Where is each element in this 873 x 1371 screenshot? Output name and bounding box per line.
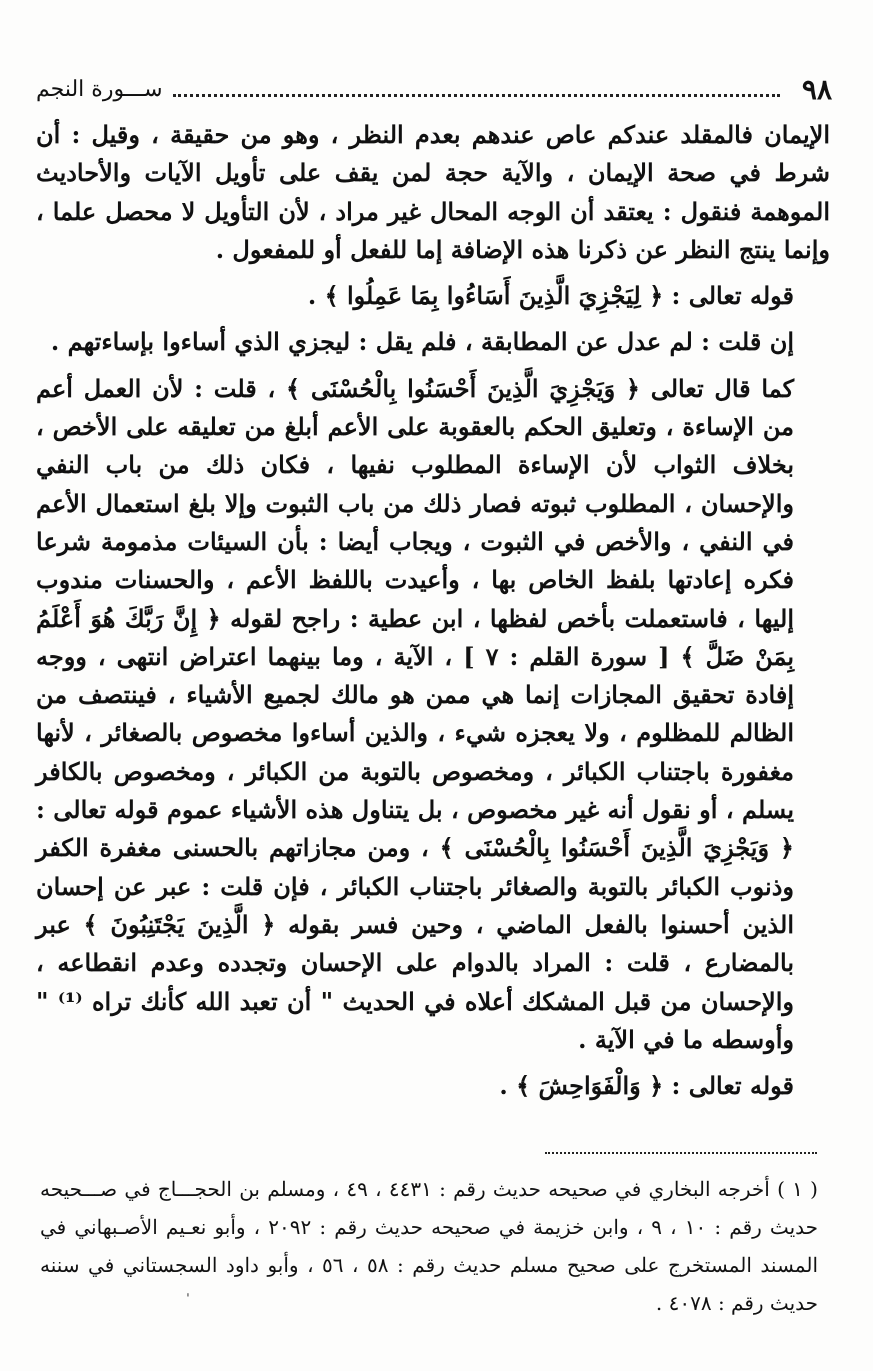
header-divider	[173, 94, 780, 97]
footnote-1: ( ١ ) أخرجه البخاري في صحيحه حديث رقم : ٤٤٣١ ، ٤٩ ، ومسلم بن الحجـــاج في صـــحيحه حديث رقم : ١٠ ، ٩ ، وابن خزيمة في صحيحه حديث رقم : ٢٠٩٢ ، وأبو نعـيم الأصـبهاني في المسند المستخرج على صحيح مسلم حديث رقم : ٥٨ ، ٥٦ ، وأبو داود السجستاني في سننه حديث رقم : ٤٠٧٨ .	[40, 1177, 819, 1315]
paragraph-4: كما قال تعالى ﴿ وَيَجْزِيَ الَّذِينَ أَحْسَنُوا بِالْحُسْنَى ﴾ ، قلت : لأن العمل أعم من الإساءة ، وتعليق الحكم بالعقوبة على الأعم أبلغ من تعليقه على الأخص ، بخلاف الثواب لأن الإساءة المطلوب نفيها ، فكان ذلك من باب النفي والإحسان ، المطلوب ثبوته فصار ذلك من باب الثبوت وإلا بلغ استعمال الأعم في النفي ، والأخص في الثبوت ، ويجاب أيضا : بأن السيئات مذمومة شرعا فكره إعادتها بلفظ الخاص بها ، وأعيدت باللفظ الأعم ، والحسنات مندوب إليها ، فاستعملت بأخص لفظها ، ابن عطية : راجح لقوله ﴿ إِنَّ رَبَّكَ هُوَ أَعْلَمُ بِمَنْ ضَلَّ ﴾ [ سورة القلم : ٧ ] ، الآية ، وما بينهما اعتراض انتهى ، ووجه إفادة تحقيق المجازات إنما هي ممن هو مالك لجميع الأشياء ، فينتصف من الظالم للمظلوم ، ولا يعجزه شيء ، والذين أساءوا مخصوص بالصغائر ، لأنها مغفورة باجتناب الكبائر ، ومخصوص بالتوبة من الكبائر ، ومخصوص بالكافر يسلم ، أو نقول أنه غير مخصوص ، بل يتناول هذه الأشياء عموم قوله تعالى : ﴿ وَيَجْزِيَ الَّذِينَ أَحْسَنُوا بِالْحُسْنَى ﴾ ، ومن مجازاتهم بالحسنى مغفرة الكفر وذنوب الكبائر بالتوبة والصغائر باجتناب الكبائر ، فإن قلت : عبر عن إحسان الذين أحسنوا بالفعل الماضي ، وحين فسر بقوله ﴿ الَّذِينَ يَجْتَنِبُونَ ﴾ عبر بالمضارع ، قلت : المراد بالدوام على الإحسان وتجدده وعدم انقطاعه ، والإحسان من قبل المشكك أعلاه في الحديث " أن تعبد الله كأنك تراه ⁽¹⁾ " وأوسطه ما في الآية .	[36, 373, 795, 1054]
paragraph-2: قوله تعالى : ﴿ لِيَجْزِيَ الَّذِينَ أَسَاءُوا بِمَا عَمِلُوا ﴾ .	[307, 281, 794, 311]
paragraph-3: إن قلت : لم عدل عن المطابقة ، فلم يقل : ليجزي الذي أساءوا بإساءتهم .	[50, 327, 794, 357]
page-number: ٩٨	[801, 72, 832, 106]
paragraph-1: الإيمان فالمقلد عندكم عاص عندهم بعدم النظر ، وهو من حقيقة ، وقيل : أن شرط في صحة الإيمان ، والآية حجة لمن يقف على تأويل الآيات والأحاديث الموهمة فنقول : يعتقد أن الوجه المحال غير مراد ، لأن التأويل لا محصل علما ، وإنما ينتج النظر عن ذكرنا هذه الإضافة إما للفعل أو للمفعول .	[36, 120, 830, 264]
stray-mark: ˈ	[186, 1292, 190, 1308]
footnote-separator	[545, 1152, 817, 1154]
paragraph-5: قوله تعالى : ﴿ وَالْفَوَاحِشَ ﴾ .	[499, 1071, 794, 1101]
page-header	[36, 72, 832, 106]
footnotes	[40, 1170, 818, 1322]
main-text	[36, 116, 830, 1105]
running-title: ســـورة النجم	[36, 76, 163, 102]
